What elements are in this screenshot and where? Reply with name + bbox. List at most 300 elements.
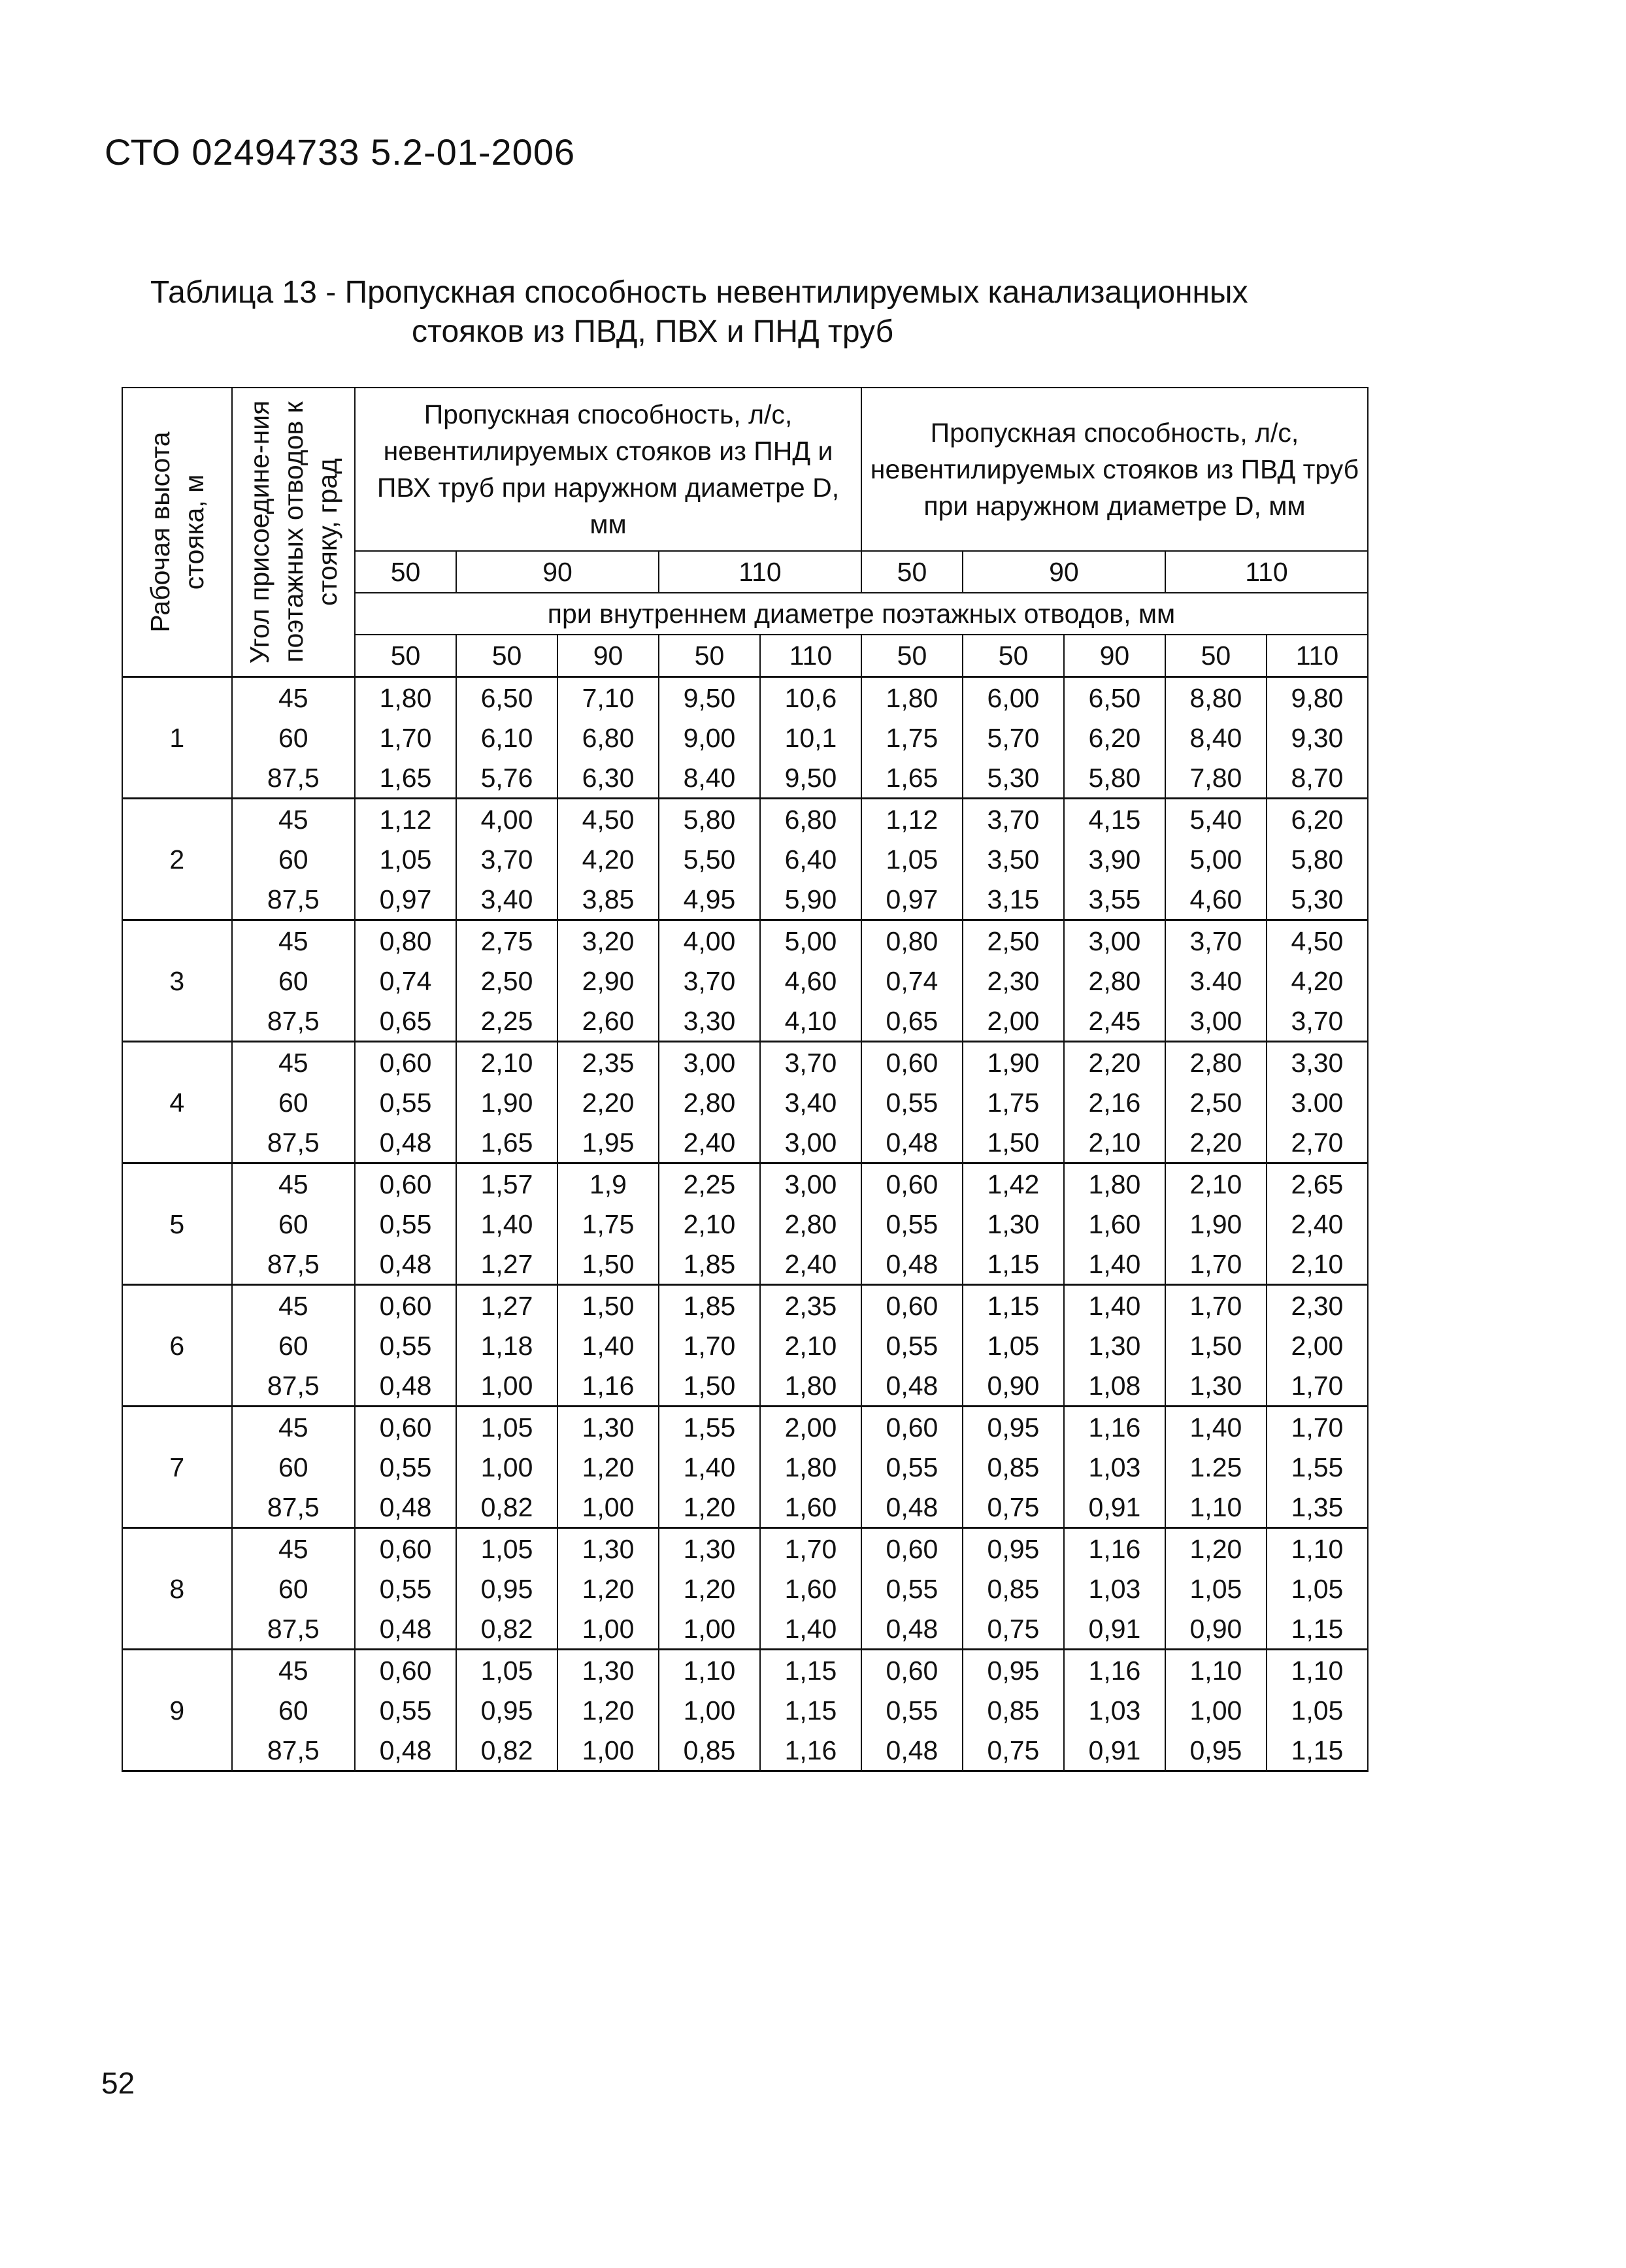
value-cell: 1,70	[760, 1528, 861, 1569]
value-cell: 1,10	[659, 1650, 760, 1691]
value-cell: 0,60	[861, 1650, 963, 1691]
value-cell: 1,20	[1165, 1528, 1267, 1569]
value-cell: 1,30	[963, 1204, 1064, 1244]
value-cell: 10,6	[760, 677, 861, 718]
table-row	[122, 961, 1368, 1001]
value-cell: 0,75	[963, 1730, 1064, 1771]
value-cell: 1,40	[1165, 1407, 1267, 1448]
value-cell: 1,80	[760, 1365, 861, 1407]
value-cell: 1,30	[557, 1650, 659, 1691]
value-cell: 0,90	[1165, 1609, 1267, 1650]
table-row	[122, 1365, 1368, 1407]
angle-cell: 45	[232, 1407, 355, 1448]
value-cell: 1,00	[659, 1690, 760, 1730]
table-row	[122, 1650, 1368, 1691]
value-cell: 1,10	[1165, 1487, 1267, 1528]
value-cell: 5,76	[456, 758, 557, 799]
value-cell: 5,00	[1165, 839, 1267, 879]
value-cell: 0,85	[963, 1569, 1064, 1609]
height-cell: 9	[122, 1650, 232, 1771]
table-row	[122, 1730, 1368, 1771]
value-cell: 1,03	[1064, 1569, 1165, 1609]
angle-cell: 60	[232, 1204, 355, 1244]
value-cell: 2,00	[963, 1001, 1064, 1042]
value-cell: 2,80	[1064, 961, 1165, 1001]
value-cell: 8,40	[1165, 718, 1267, 758]
col-header-angle-text: Угол присоедине-ния поэтажных отводов к стояку, град	[244, 400, 342, 664]
value-cell: 1,40	[1064, 1244, 1165, 1285]
table-row	[122, 1042, 1368, 1083]
value-cell: 4,60	[1165, 879, 1267, 920]
value-cell: 2,70	[1267, 1122, 1368, 1163]
value-cell: 1,90	[963, 1042, 1064, 1083]
angle-cell: 45	[232, 1042, 355, 1083]
table-row	[122, 677, 1368, 718]
table-row	[122, 1326, 1368, 1365]
angle-cell: 87,5	[232, 1609, 355, 1650]
outer-diameter-cell: 110	[659, 551, 861, 593]
value-cell: 0,95	[1165, 1730, 1267, 1771]
value-cell: 3.00	[1267, 1082, 1368, 1122]
inner-diameter-cell: 90	[557, 635, 659, 677]
value-cell: 3,70	[659, 961, 760, 1001]
value-cell: 1,30	[557, 1528, 659, 1569]
value-cell: 4,60	[760, 961, 861, 1001]
value-cell: 0,91	[1064, 1609, 1165, 1650]
value-cell: 3,70	[1267, 1001, 1368, 1042]
value-cell: 5,40	[1165, 799, 1267, 840]
value-cell: 1,30	[659, 1528, 760, 1569]
value-cell: 3,20	[557, 920, 659, 961]
value-cell: 1,40	[659, 1447, 760, 1487]
value-cell: 5,90	[760, 879, 861, 920]
inner-diameter-cell: 110	[760, 635, 861, 677]
value-cell: 8,40	[659, 758, 760, 799]
value-cell: 0,75	[963, 1487, 1064, 1528]
value-cell: 5,80	[1267, 839, 1368, 879]
table-row	[122, 1569, 1368, 1609]
value-cell: 6,20	[1064, 718, 1165, 758]
value-cell: 1,80	[1064, 1163, 1165, 1205]
table-row	[122, 1407, 1368, 1448]
value-cell: 4,00	[659, 920, 760, 961]
height-cell: 6	[122, 1285, 232, 1407]
value-cell: 1,75	[861, 718, 963, 758]
value-cell: 1,40	[557, 1326, 659, 1365]
table-row	[122, 799, 1368, 840]
table-row	[122, 1447, 1368, 1487]
inner-diameter-cell: 50	[659, 635, 760, 677]
value-cell: 0,74	[355, 961, 456, 1001]
value-cell: 9,00	[659, 718, 760, 758]
angle-cell: 60	[232, 1082, 355, 1122]
value-cell: 1,35	[1267, 1487, 1368, 1528]
document-code: СТО 02494733 5.2-01-2006	[105, 131, 576, 173]
value-cell: 0,55	[861, 1082, 963, 1122]
value-cell: 2,10	[456, 1042, 557, 1083]
value-cell: 5,80	[1064, 758, 1165, 799]
table-row	[122, 718, 1368, 758]
value-cell: 0,95	[963, 1528, 1064, 1569]
value-cell: 2,20	[1165, 1122, 1267, 1163]
value-cell: 6,80	[557, 718, 659, 758]
table-caption	[150, 273, 1314, 352]
value-cell: 1,9	[557, 1163, 659, 1205]
value-cell: 4,15	[1064, 799, 1165, 840]
inner-diameter-cell: 90	[1064, 635, 1165, 677]
value-cell: 0,97	[861, 879, 963, 920]
value-cell: 4,95	[659, 879, 760, 920]
value-cell: 0,48	[861, 1365, 963, 1407]
value-cell: 1,18	[456, 1326, 557, 1365]
angle-cell: 60	[232, 1326, 355, 1365]
inner-diameter-label: при внутреннем диаметре поэтажных отводов, мм	[355, 593, 1368, 635]
value-cell: 0,60	[861, 1285, 963, 1326]
value-cell: 1,00	[557, 1730, 659, 1771]
value-cell: 6,50	[1064, 677, 1165, 718]
table-row	[122, 839, 1368, 879]
outer-diameter-cell: 50	[355, 551, 456, 593]
value-cell: 1,40	[1064, 1285, 1165, 1326]
value-cell: 0,60	[861, 1528, 963, 1569]
value-cell: 0,60	[861, 1163, 963, 1205]
value-cell: 1,10	[1267, 1650, 1368, 1691]
value-cell: 1,50	[557, 1285, 659, 1326]
value-cell: 2,35	[760, 1285, 861, 1326]
caption-line-1: Таблица 13 - Пропускная способность невентилируемых канализационных	[150, 275, 1248, 310]
col-header-height-text: Рабочая высота стояка, м	[144, 431, 209, 633]
angle-cell: 45	[232, 920, 355, 961]
height-cell: 8	[122, 1528, 232, 1650]
value-cell: 0,48	[861, 1730, 963, 1771]
value-cell: 2,65	[1267, 1163, 1368, 1205]
value-cell: 1,12	[861, 799, 963, 840]
value-cell: 3,00	[659, 1042, 760, 1083]
value-cell: 1,90	[456, 1082, 557, 1122]
value-cell: 0,48	[861, 1122, 963, 1163]
value-cell: 0,55	[861, 1690, 963, 1730]
value-cell: 0,55	[355, 1082, 456, 1122]
value-cell: 0,55	[861, 1204, 963, 1244]
value-cell: 1,16	[760, 1730, 861, 1771]
value-cell: 1,15	[1267, 1730, 1368, 1771]
value-cell: 2,50	[456, 961, 557, 1001]
table-row	[122, 1528, 1368, 1569]
value-cell: 3,00	[1064, 920, 1165, 961]
value-cell: 3,50	[963, 839, 1064, 879]
value-cell: 1,05	[1267, 1569, 1368, 1609]
value-cell: 0,82	[456, 1730, 557, 1771]
value-cell: 1,10	[1267, 1528, 1368, 1569]
value-cell: 1,65	[861, 758, 963, 799]
value-cell: 2,00	[760, 1407, 861, 1448]
inner-diameter-cell: 50	[861, 635, 963, 677]
value-cell: 6,20	[1267, 799, 1368, 840]
angle-cell: 60	[232, 1690, 355, 1730]
value-cell: 5,70	[963, 718, 1064, 758]
angle-cell: 60	[232, 718, 355, 758]
capacity-table	[122, 387, 1369, 1772]
value-cell: 0,55	[861, 1569, 963, 1609]
group-header-pvd: Пропускная способность, л/с, невентилируемых стояков из ПВД труб при наружном диаметре D, мм	[861, 388, 1368, 551]
inner-diameter-cell: 50	[456, 635, 557, 677]
value-cell: 0,95	[963, 1650, 1064, 1691]
value-cell: 3,30	[1267, 1042, 1368, 1083]
outer-diameter-cell: 90	[456, 551, 659, 593]
value-cell: 1,50	[963, 1122, 1064, 1163]
table-row	[122, 1487, 1368, 1528]
value-cell: 2,80	[659, 1082, 760, 1122]
value-cell: 0,65	[355, 1001, 456, 1042]
value-cell: 1,15	[760, 1650, 861, 1691]
value-cell: 1,42	[963, 1163, 1064, 1205]
value-cell: 0,48	[355, 1365, 456, 1407]
value-cell: 0,95	[456, 1690, 557, 1730]
value-cell: 1,15	[963, 1285, 1064, 1326]
value-cell: 1,05	[1267, 1690, 1368, 1730]
value-cell: 0,65	[861, 1001, 963, 1042]
value-cell: 0,85	[963, 1447, 1064, 1487]
value-cell: 3,00	[760, 1163, 861, 1205]
value-cell: 5,30	[963, 758, 1064, 799]
height-cell: 5	[122, 1163, 232, 1285]
angle-cell: 60	[232, 961, 355, 1001]
value-cell: 1,12	[355, 799, 456, 840]
value-cell: 3,70	[963, 799, 1064, 840]
value-cell: 3,70	[760, 1042, 861, 1083]
value-cell: 1,10	[1165, 1650, 1267, 1691]
value-cell: 1,15	[963, 1244, 1064, 1285]
value-cell: 0,75	[963, 1609, 1064, 1650]
value-cell: 2,20	[1064, 1042, 1165, 1083]
value-cell: 1,00	[456, 1447, 557, 1487]
value-cell: 6,80	[760, 799, 861, 840]
value-cell: 2,40	[659, 1122, 760, 1163]
table-row	[122, 1001, 1368, 1042]
value-cell: 1,03	[1064, 1447, 1165, 1487]
value-cell: 8,80	[1165, 677, 1267, 718]
inner-diameter-cell: 50	[963, 635, 1064, 677]
value-cell: 2,10	[1064, 1122, 1165, 1163]
value-cell: 0,48	[355, 1244, 456, 1285]
value-cell: 1,05	[1165, 1569, 1267, 1609]
value-cell: 1,16	[557, 1365, 659, 1407]
value-cell: 1,50	[557, 1244, 659, 1285]
value-cell: 1,80	[861, 677, 963, 718]
value-cell: 2,25	[456, 1001, 557, 1042]
value-cell: 3,40	[760, 1082, 861, 1122]
value-cell: 0,55	[355, 1447, 456, 1487]
value-cell: 1,95	[557, 1122, 659, 1163]
group-header-pnd-pvh: Пропускная способность, л/с, невентилируемых стояков из ПНД и ПВХ труб при наружном диаметре D, мм	[355, 388, 861, 551]
value-cell: 5,80	[659, 799, 760, 840]
value-cell: 1,40	[760, 1609, 861, 1650]
value-cell: 2,10	[1165, 1163, 1267, 1205]
value-cell: 2,25	[659, 1163, 760, 1205]
value-cell: 0,48	[861, 1487, 963, 1528]
value-cell: 2,30	[1267, 1285, 1368, 1326]
value-cell: 0,60	[861, 1407, 963, 1448]
page-number: 52	[101, 2066, 135, 2100]
value-cell: 2,75	[456, 920, 557, 961]
value-cell: 1,16	[1064, 1407, 1165, 1448]
angle-cell: 87,5	[232, 1122, 355, 1163]
value-cell: 0,55	[355, 1326, 456, 1365]
angle-cell: 87,5	[232, 1487, 355, 1528]
value-cell: 1,20	[659, 1569, 760, 1609]
value-cell: 1,16	[1064, 1650, 1165, 1691]
value-cell: 0,55	[861, 1447, 963, 1487]
value-cell: 1,00	[659, 1609, 760, 1650]
value-cell: 1,05	[861, 839, 963, 879]
table-row	[122, 1082, 1368, 1122]
value-cell: 0,80	[355, 920, 456, 961]
value-cell: 4,20	[1267, 961, 1368, 1001]
value-cell: 1,30	[557, 1407, 659, 1448]
value-cell: 1,00	[557, 1487, 659, 1528]
value-cell: 1,75	[557, 1204, 659, 1244]
value-cell: 9,30	[1267, 718, 1368, 758]
value-cell: 3,55	[1064, 879, 1165, 920]
table-row	[122, 1204, 1368, 1244]
value-cell: 3,90	[1064, 839, 1165, 879]
value-cell: 2,10	[760, 1326, 861, 1365]
col-header-height	[122, 388, 232, 677]
value-cell: 2,60	[557, 1001, 659, 1042]
table-row	[122, 1690, 1368, 1730]
value-cell: 1,65	[355, 758, 456, 799]
angle-cell: 87,5	[232, 758, 355, 799]
angle-cell: 87,5	[232, 1365, 355, 1407]
value-cell: 0,55	[861, 1326, 963, 1365]
height-cell: 3	[122, 920, 232, 1042]
value-cell: 1,85	[659, 1285, 760, 1326]
value-cell: 2,80	[760, 1204, 861, 1244]
value-cell: 8,70	[1267, 758, 1368, 799]
value-cell: 1,80	[760, 1447, 861, 1487]
value-cell: 2,20	[557, 1082, 659, 1122]
value-cell: 0,82	[456, 1487, 557, 1528]
outer-diameter-cell: 50	[861, 551, 963, 593]
value-cell: 2,00	[1267, 1326, 1368, 1365]
value-cell: 0,60	[861, 1042, 963, 1083]
value-cell: 4,50	[557, 799, 659, 840]
value-cell: 1,70	[355, 718, 456, 758]
value-cell: 1,60	[760, 1487, 861, 1528]
value-cell: 4,00	[456, 799, 557, 840]
value-cell: 2,80	[1165, 1042, 1267, 1083]
value-cell: 1,70	[659, 1326, 760, 1365]
value-cell: 5,30	[1267, 879, 1368, 920]
value-cell: 1,80	[355, 677, 456, 718]
value-cell: 1,20	[557, 1569, 659, 1609]
table-row	[122, 758, 1368, 799]
value-cell: 0,48	[355, 1609, 456, 1650]
value-cell: 3,70	[456, 839, 557, 879]
value-cell: 1,05	[355, 839, 456, 879]
value-cell: 0,74	[861, 961, 963, 1001]
value-cell: 1,70	[1165, 1285, 1267, 1326]
value-cell: 1.25	[1165, 1447, 1267, 1487]
value-cell: 1,60	[760, 1569, 861, 1609]
angle-cell: 60	[232, 839, 355, 879]
value-cell: 2,30	[963, 961, 1064, 1001]
value-cell: 3,15	[963, 879, 1064, 920]
table-body	[122, 677, 1368, 1771]
value-cell: 0,60	[355, 1042, 456, 1083]
value-cell: 0,48	[355, 1487, 456, 1528]
value-cell: 7,10	[557, 677, 659, 718]
angle-cell: 45	[232, 799, 355, 840]
value-cell: 10,1	[760, 718, 861, 758]
value-cell: 3,70	[1165, 920, 1267, 961]
height-cell: 1	[122, 677, 232, 799]
col-header-angle	[232, 388, 355, 677]
value-cell: 1,40	[456, 1204, 557, 1244]
value-cell: 2,35	[557, 1042, 659, 1083]
height-cell: 4	[122, 1042, 232, 1163]
value-cell: 2,50	[963, 920, 1064, 961]
angle-cell: 45	[232, 1528, 355, 1569]
value-cell: 2,45	[1064, 1001, 1165, 1042]
outer-diameter-cell: 110	[1165, 551, 1368, 593]
value-cell: 1,05	[456, 1407, 557, 1448]
value-cell: 0,90	[963, 1365, 1064, 1407]
value-cell: 0,55	[355, 1204, 456, 1244]
value-cell: 1,30	[1064, 1326, 1165, 1365]
table-row	[122, 879, 1368, 920]
value-cell: 1,05	[456, 1528, 557, 1569]
height-cell: 2	[122, 799, 232, 920]
value-cell: 0,55	[355, 1569, 456, 1609]
value-cell: 0,91	[1064, 1730, 1165, 1771]
value-cell: 0,48	[861, 1609, 963, 1650]
value-cell: 1,60	[1064, 1204, 1165, 1244]
value-cell: 1,30	[1165, 1365, 1267, 1407]
value-cell: 1,00	[557, 1609, 659, 1650]
value-cell: 1,70	[1165, 1244, 1267, 1285]
value-cell: 2,40	[1267, 1204, 1368, 1244]
value-cell: 0,48	[861, 1244, 963, 1285]
value-cell: 1,00	[1165, 1690, 1267, 1730]
value-cell: 3,00	[1165, 1001, 1267, 1042]
value-cell: 5,50	[659, 839, 760, 879]
value-cell: 0,85	[659, 1730, 760, 1771]
value-cell: 1,00	[456, 1365, 557, 1407]
value-cell: 2,40	[760, 1244, 861, 1285]
value-cell: 1,15	[760, 1690, 861, 1730]
inner-diameter-cell: 50	[355, 635, 456, 677]
caption-line-2: стояков из ПВД, ПВХ и ПНД труб	[412, 314, 894, 349]
value-cell: 1,27	[456, 1285, 557, 1326]
value-cell: 1,70	[1267, 1407, 1368, 1448]
value-cell: 1,05	[456, 1650, 557, 1691]
value-cell: 0,91	[1064, 1487, 1165, 1528]
value-cell: 0,82	[456, 1609, 557, 1650]
angle-cell: 60	[232, 1447, 355, 1487]
value-cell: 9,50	[760, 758, 861, 799]
value-cell: 1,65	[456, 1122, 557, 1163]
table-row	[122, 1163, 1368, 1205]
value-cell: 0,95	[456, 1569, 557, 1609]
inner-diameter-cell: 110	[1267, 635, 1368, 677]
angle-cell: 60	[232, 1569, 355, 1609]
value-cell: 0,60	[355, 1528, 456, 1569]
value-cell: 1,50	[1165, 1326, 1267, 1365]
table-row	[122, 1285, 1368, 1326]
value-cell: 9,50	[659, 677, 760, 718]
value-cell: 4,50	[1267, 920, 1368, 961]
